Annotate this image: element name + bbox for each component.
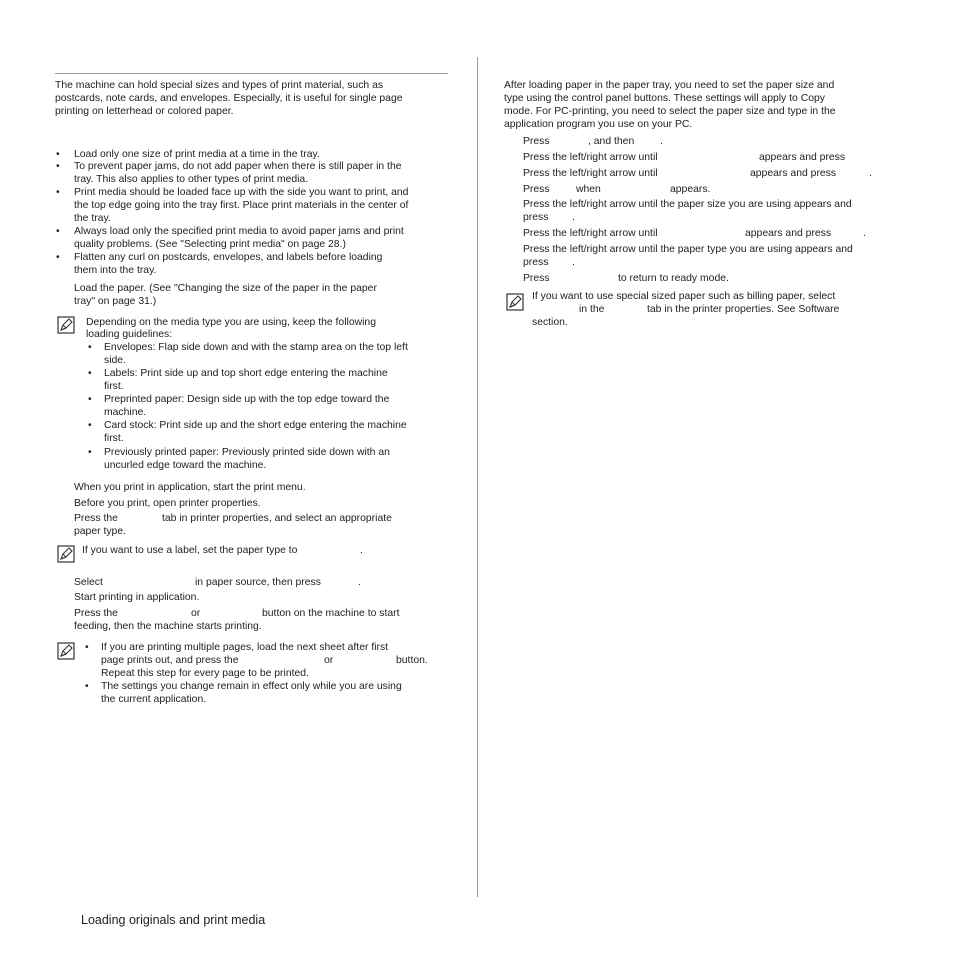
note-text: The settings you change remain in effect only while you are using xyxy=(101,681,402,692)
step-line: tab in printer properties, and select an appropriate xyxy=(162,513,392,524)
step-line: appears and press xyxy=(745,228,832,239)
note-text: If you are printing multiple pages, load the next sheet after first xyxy=(101,642,389,653)
intro-line: The machine can hold special sizes and types of print material, such as xyxy=(55,80,384,91)
step-line: Press xyxy=(523,184,550,195)
note-item: Previously printed paper: Previously printed side down with an xyxy=(104,447,390,458)
bullet-mark: • xyxy=(85,681,89,692)
step-line: button on the machine to start xyxy=(262,608,400,619)
step-line: Press xyxy=(523,136,550,147)
section-rule xyxy=(55,73,448,74)
step-line: Press the xyxy=(74,608,118,619)
list-item: Print media should be loaded face up with the side you want to print, and xyxy=(74,187,409,198)
note-text: tab in the printer properties. See Software xyxy=(647,304,840,315)
note-text: section. xyxy=(532,317,568,328)
step-line: Press the left/right arrow until xyxy=(523,228,658,239)
note-text: If you want to use special sized paper such as billing paper, select xyxy=(532,291,836,302)
step-line: in paper source, then press xyxy=(195,577,321,588)
step-line: when xyxy=(576,184,601,195)
note-pen-icon xyxy=(57,316,75,334)
step-line: Press the left/right arrow until the paper type you are using appears and xyxy=(523,244,853,255)
step-line: appears. xyxy=(670,184,711,195)
step-line: or xyxy=(191,608,201,619)
intro-line: postcards, note cards, and envelopes. Especially, it is useful for single page xyxy=(55,93,403,104)
step-line: appears and press xyxy=(759,152,846,163)
note-item: first. xyxy=(104,433,124,444)
note-pen-icon xyxy=(57,545,75,563)
bullet-mark: • xyxy=(88,447,92,458)
list-item: Load only one size of print media at a time in the tray. xyxy=(74,149,320,160)
note-item: Preprinted paper: Design side up with the top edge toward the xyxy=(104,394,390,405)
bullet-mark: • xyxy=(56,187,60,198)
bullet-mark: • xyxy=(56,226,60,237)
list-item: To prevent paper jams, do not add paper when there is still paper in the xyxy=(74,161,402,172)
step-line: . xyxy=(572,257,575,268)
bullet-mark: • xyxy=(56,149,60,160)
note-pen-icon xyxy=(57,642,75,660)
step-line: Press xyxy=(523,273,550,284)
step-line: Press the left/right arrow until xyxy=(523,152,658,163)
step-line: paper type. xyxy=(74,526,126,537)
note-text: If you want to use a label, set the paper type to xyxy=(82,545,298,556)
step-line: Select xyxy=(74,577,103,588)
list-item: the tray. xyxy=(74,213,111,224)
page-footer: Loading originals and print media xyxy=(81,913,266,927)
intro-line: mode. For PC-printing, you need to select the paper size and type in the xyxy=(504,106,836,117)
step-line: Press the left/right arrow until xyxy=(523,168,658,179)
intro-line: After loading paper in the paper tray, you need to set the paper size and xyxy=(504,80,835,91)
note-text: the current application. xyxy=(101,694,207,705)
bullet-mark: • xyxy=(88,342,92,353)
step-line: appears and press xyxy=(750,168,837,179)
note-text: Repeat this step for every page to be printed. xyxy=(101,668,309,679)
note-item: first. xyxy=(104,381,124,392)
note-item: Labels: Print side up and top short edge entering the machine xyxy=(104,368,388,379)
note-item: Card stock: Print side up and the short edge entering the machine xyxy=(104,420,407,431)
bullet-mark: • xyxy=(88,368,92,379)
step-line: press xyxy=(523,212,549,223)
load-step: tray" on page 31.) xyxy=(74,296,157,307)
bullet-mark: • xyxy=(56,161,60,172)
note-item: machine. xyxy=(104,407,147,418)
note-text: button. xyxy=(396,655,428,666)
step-line: . xyxy=(572,212,575,223)
note-item: Envelopes: Flap side down and with the stamp area on the top left xyxy=(104,342,408,353)
list-item: Always load only the specified print media to avoid paper jams and print xyxy=(74,226,404,237)
list-item: the top edge going into the tray first. Place print materials in the center of xyxy=(74,200,409,211)
step-line: Press the xyxy=(74,513,118,524)
step-line: Before you print, open printer properties. xyxy=(74,498,261,509)
note-text: or xyxy=(324,655,334,666)
note-text: Depending on the media type you are using, keep the following xyxy=(86,317,376,328)
column-divider xyxy=(477,57,478,897)
list-item: tray. This also applies to other types of print media. xyxy=(74,174,309,185)
list-item: them into the tray. xyxy=(74,265,157,276)
step-line: to return to ready mode. xyxy=(618,273,729,284)
note-item: uncurled edge toward the machine. xyxy=(104,460,267,471)
bullet-mark: • xyxy=(88,394,92,405)
step-line: press xyxy=(523,257,549,268)
note-text: . xyxy=(360,545,363,556)
step-line: . xyxy=(660,136,663,147)
note-pen-icon xyxy=(506,293,524,311)
step-line: , and then xyxy=(588,136,635,147)
step-line: Press the left/right arrow until the paper size you are using appears and xyxy=(523,199,852,210)
note-text: loading guidelines: xyxy=(86,329,173,340)
intro-line: application program you use on your PC. xyxy=(504,119,693,130)
intro-line: type using the control panel buttons. These settings will apply to Copy xyxy=(504,93,825,104)
step-line: . xyxy=(869,168,872,179)
step-line: . xyxy=(863,228,866,239)
step-line: . xyxy=(358,577,361,588)
bullet-mark: • xyxy=(85,642,89,653)
list-item: quality problems. (See "Selecting print media" on page 28.) xyxy=(74,239,346,250)
load-step: Load the paper. (See "Changing the size of the paper in the paper xyxy=(74,283,377,294)
step-line: Start printing in application. xyxy=(74,592,200,603)
note-text: page prints out, and press the xyxy=(101,655,239,666)
step-line: feeding, then the machine starts printing. xyxy=(74,621,262,632)
intro-line: printing on letterhead or colored paper. xyxy=(55,106,234,117)
note-item: side. xyxy=(104,355,126,366)
list-item: Flatten any curl on postcards, envelopes, and labels before loading xyxy=(74,252,383,263)
step-line: When you print in application, start the print menu. xyxy=(74,482,306,493)
bullet-mark: • xyxy=(56,252,60,263)
note-text: in the xyxy=(579,304,605,315)
bullet-mark: • xyxy=(88,420,92,431)
